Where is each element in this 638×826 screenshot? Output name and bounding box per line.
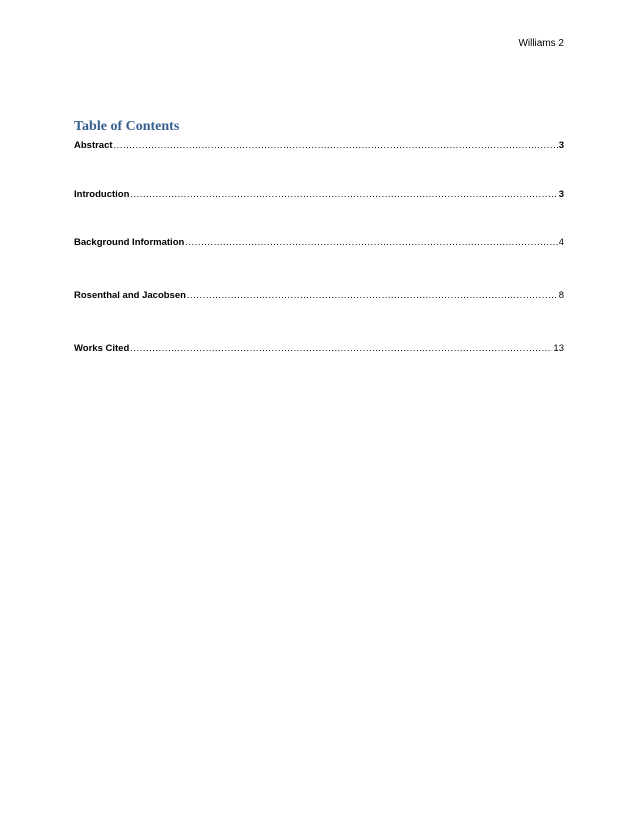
- toc-dot-leader: [130, 189, 557, 201]
- toc-entry-page: 3: [558, 140, 564, 151]
- toc-entry-label: Introduction: [74, 189, 130, 200]
- toc-entry-label: Rosenthal and Jacobsen: [74, 290, 186, 301]
- toc-dot-leader: [187, 290, 558, 302]
- toc-entry-page: 8: [558, 290, 564, 301]
- toc-dot-leader: [114, 140, 558, 152]
- toc-entry-label: Abstract: [74, 140, 113, 151]
- toc-entry-works-cited[interactable]: [74, 343, 564, 355]
- toc-entry-page: 4: [558, 237, 564, 248]
- toc-entry-background-information[interactable]: [74, 237, 564, 249]
- toc-entry-page: 13: [553, 343, 564, 354]
- toc-entry-introduction[interactable]: [74, 189, 564, 201]
- running-head: Williams 2: [518, 38, 564, 49]
- toc-entry-rosenthal-and-jacobsen[interactable]: [74, 290, 564, 302]
- toc-dot-leader: [185, 237, 557, 249]
- toc-entry-abstract[interactable]: [74, 140, 564, 152]
- toc-entry-label: Background Information: [74, 237, 185, 248]
- toc-entry-label: Works Cited: [74, 343, 130, 354]
- toc-entry-page: 3: [558, 189, 564, 200]
- toc-title: Table of Contents: [74, 119, 180, 134]
- toc-dot-leader: [130, 343, 552, 355]
